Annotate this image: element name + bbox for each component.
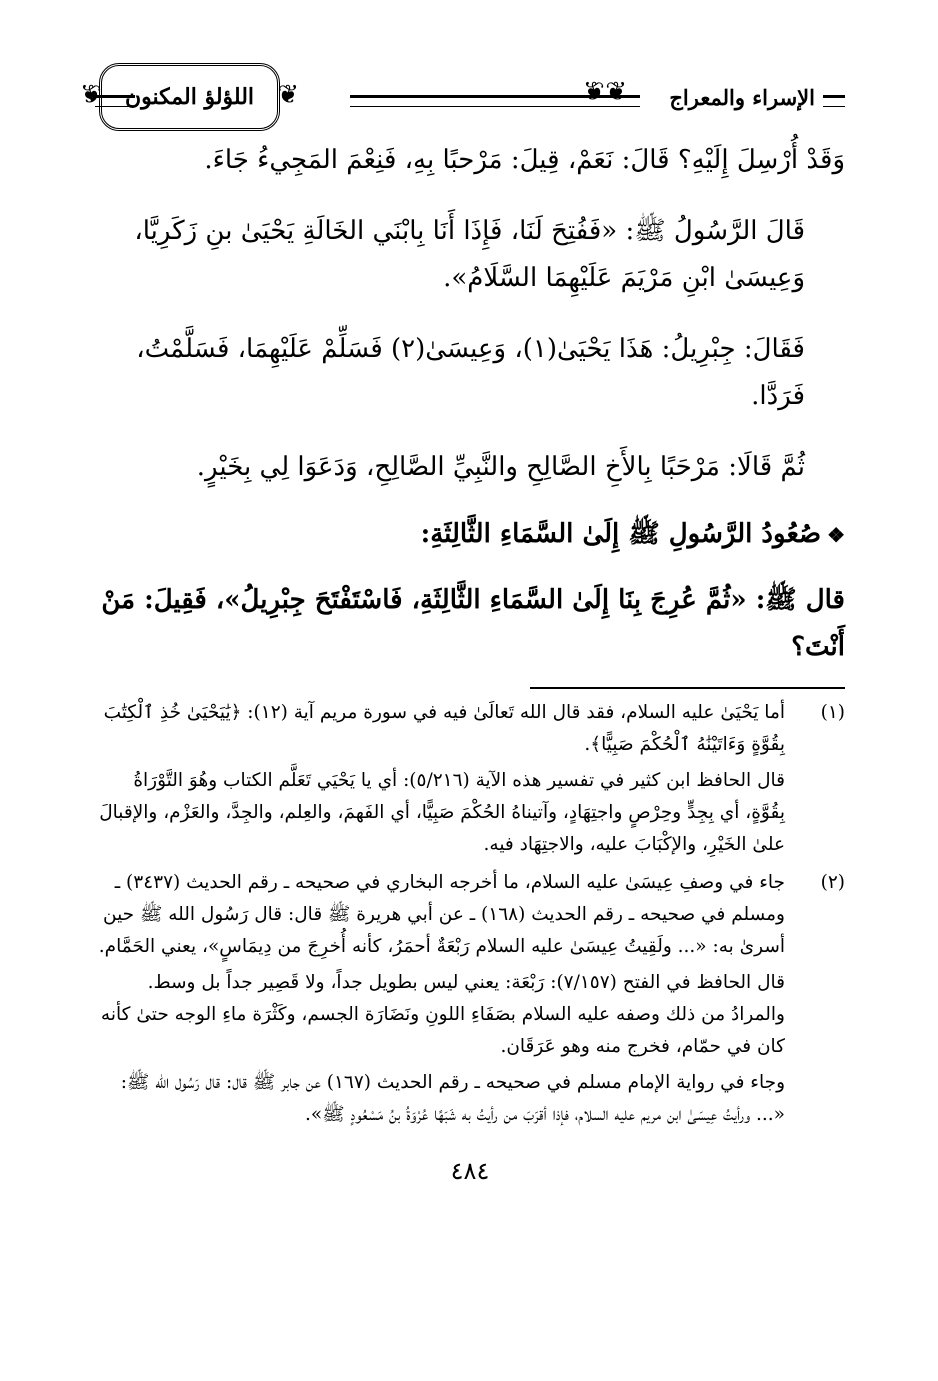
paragraph: وَقَدْ أُرْسِلَ إِلَيْهِ؟ قَالَ: نَعَمْ، قِيلَ: مَرْحبًا بِهِ، فَنِعْمَ المَجِيءُ جَاءَ. bbox=[204, 145, 845, 175]
footnote-paragraph: جاء في وصفِ عِيسَىٰ عليه السلام، ما أخرجه البخاري في صحيحه ـ رقم الحديث (٣٤٣٧) ـ ومسلم في صحيحه ـ رقم الحديث (١٦٨) ـ عن أبي هريرة ﷺ قال: قال رَسُول الله ﷺ حين أسرىٰ به: «... ولَقِيتُ عِيسَىٰ عليه السلام رَبْعَةٌ أحمَرُ، كأنه أُخرِجَ من دِيمَاسٍ»، يعني الحَمَّام. bbox=[98, 872, 785, 957]
footnote-paragraph: أما يَحْيَىٰ عليه السلام، فقد قال الله تَعالَىٰ فيه في سورة مريم آية (١٢): ﴿يَٰيَحْيَىٰ خُذِ ٱلْكِتَٰبَ بِقُوَّةٍ وَءَاتَيْنَٰهُ ٱلْحُكْمَ صَبِيًّا﴾. bbox=[103, 702, 785, 755]
footnote-paragraph: وجاء في رواية الإمام مسلم في صحيحه ـ رقم الحديث (١٦٧) عن جابر ﷺ قال: قال رَسُول الله ﷺ: «... ورأيتُ عِيسَىٰ ابن مريم عليه السلام، فإذا أقرَبَ من رأيتُ به شَبَهًا عُرْوَةُ بنُ مَسْعُودٍ ﷺ». bbox=[120, 1072, 785, 1125]
footnote-paragraph: قال الحافظ في الفتح (٧/١٥٧): رَبْعَة: يعني ليس بطويل جداً، ولا قَصِير جداً بل وسط. والمرادُ من ذلك وصفه عليه السلام بصَفَاءِ اللونِ ونَضَارَة الجسم، وكَثْرَة ماءِ الوجه حتىٰ كأنه كان في حمّام، فخرج منه وهو عَرَقَان. bbox=[100, 972, 785, 1057]
page-number: ٤٨٤ bbox=[450, 1157, 490, 1185]
paragraph: فَقَالَ: جِبْرِيلُ: هَذَا يَحْيَىٰ(١)، وَعِيسَىٰ(٢) فَسَلِّمْ عَلَيْهِمَا، فَسَلَّمْتُ، فَرَدَّا. bbox=[136, 334, 805, 411]
section-body bbox=[95, 577, 845, 671]
paragraph: قال ﷺ: «ثُمَّ عُرِجَ بِنَا إِلَىٰ السَّمَاءِ الثَّالِثَةِ، فَاسْتَفْتَحَ جِبْرِيلُ»، فَقِيلَ: مَنْ أَنْتَ؟ bbox=[101, 585, 845, 662]
section-heading: ❖صُعُودُ الرَّسُولِ ﷺ إِلَىٰ السَّمَاءِ الثَّالِثَةِ: bbox=[95, 511, 845, 559]
main-text bbox=[95, 137, 845, 491]
book-title: ❦ اللؤلؤ المكنون bbox=[124, 84, 255, 110]
footnote-paragraph: قال الحافظ ابن كثير في تفسير هذه الآية (٥/٢١٦): أي يا يَحْيَي تَعَلَّم الكتاب وهُوَ التَّوْرَاةُ بِقُوَّةٍ، أي بِجِدٍّ وحِرْصٍ واجتِهَادٍ، وآتيناهُ الحُكْمَ صَبِيًّا، أي الفَهمَ، والعِلم، والجِدَّ، والعَزْم، والإقبالَ علىٰ الخَيْرِ، والإكْبَابَ عليه، والاجتِهَاد فيه. bbox=[99, 770, 785, 855]
footnote-number: (٢) bbox=[820, 872, 845, 893]
footnotes bbox=[95, 697, 845, 1131]
footnote-separator bbox=[530, 687, 845, 689]
paragraph: ثُمَّ قَالَا: مَرْحَبًا بِالأَخِ الصَّالِحِ والنَّبِيِّ الصَّالِحِ، وَدَعَوَا لِي بِخَيْرٍ. bbox=[196, 452, 805, 482]
header-rule bbox=[95, 95, 135, 107]
footnote-1 bbox=[95, 697, 845, 861]
page-header bbox=[95, 55, 845, 135]
chapter-title: الإسراء والمعراج bbox=[669, 85, 815, 110]
header-rule bbox=[823, 95, 845, 107]
diamond-ornament-icon: ❖ bbox=[827, 523, 845, 547]
footnote-number: (١) bbox=[820, 702, 845, 723]
page bbox=[95, 55, 845, 1185]
paragraph: قَالَ الرَّسُولُ ﷺ: «فَفُتِحَ لَنَا، فَإِذَا أَنَا بِابْنَي الخَالَةِ يَحْيَىٰ بنِ زَكَرِيَّا، وَعِيسَىٰ ابْنِ مَرْيَمَ عَلَيْهِمَا السَّلَامُ». bbox=[134, 216, 805, 293]
footnote-2 bbox=[95, 867, 845, 1131]
